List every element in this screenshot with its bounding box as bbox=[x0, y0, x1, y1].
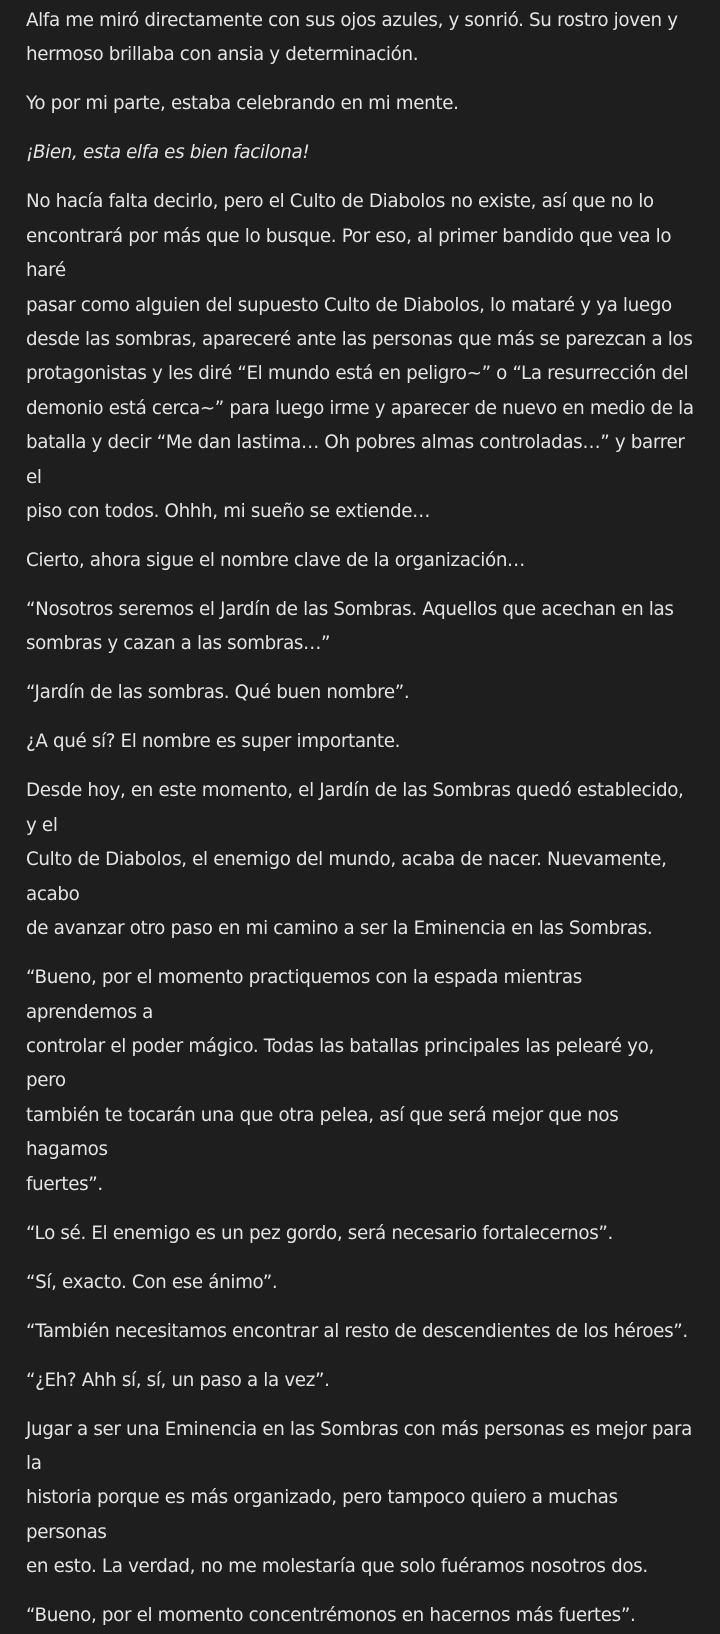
paragraph-15: Jugar a ser una Eminencia en las Sombras con más personas es mejor para la historia porque es más organizado, pero tampoco quiero a muchas personas en esto. La verdad, no me molestaría que solo fuéramos nosotros dos. bbox=[26, 1418, 693, 1578]
paragraph-6: “Nosotros seremos el Jardín de las Sombras. Aquellos que acechan en las sombras y cazan a las sombras…” bbox=[26, 599, 674, 655]
reader-page bbox=[0, 4, 720, 1627]
paragraph-8: ¿A qué sí? El nombre es super importante. bbox=[26, 731, 401, 753]
paragraph-12: “Sí, exacto. Con ese ánimo”. bbox=[26, 1271, 278, 1293]
paragraph-13: “También necesitamos encontrar al resto de descendientes de los héroes”. bbox=[26, 1320, 688, 1342]
paragraph-11: “Lo sé. El enemigo es un pez gordo, será necesario fortalecernos”. bbox=[26, 1222, 613, 1244]
paragraph-5: Cierto, ahora sigue el nombre clave de la organización… bbox=[26, 550, 525, 572]
paragraph-16: “Bueno, por el momento concentrémonos en hacernos más fuertes”. bbox=[26, 1605, 636, 1627]
paragraph-1: Alfa me miró directamente con sus ojos azules, y sonrió. Su rostro joven y hermoso brillaba con ansia y determinación. bbox=[26, 10, 678, 66]
paragraph-9: Desde hoy, en este momento, el Jardín de las Sombras quedó establecido, y el Culto de Diabolos, el enemigo del mundo, acaba de nacer. Nuevamente, acabo de avanzar otro paso en mi camino a ser la Eminencia en las Sombras. bbox=[26, 780, 684, 940]
paragraph-4: No hacía falta decirlo, pero el Culto de Diabolos no existe, así que no lo encontrará por más que lo busque. Por eso, al primer bandido que vea lo haré pasar como alguien del supuesto Culto de Diabolos, lo mataré y ya luego desde las sombras, apareceré ante las personas que más se parezcan a los protagonistas y les diré “El mundo está en peligro~” o “La resurrección del demonio está cerca~” para luego irme y aparecer de nuevo en medio de la batalla y decir “Me dan lastima… Oh pobres almas controladas…” y barrer el piso con todos. Ohhh, mi sueño se extiende… bbox=[26, 191, 694, 523]
paragraph-7: “Jardín de las sombras. Qué buen nombre”. bbox=[26, 682, 410, 704]
paragraph-10: “Bueno, por el momento practiquemos con la espada mientras aprendemos a controlar el poder mágico. Todas las batallas principales las pelearé yo, pero también te tocarán una que otra pelea, así que será mejor que nos hagamos fuertes”. bbox=[26, 967, 654, 1195]
paragraph-2: Yo por mi parte, estaba celebrando en mi mente. bbox=[26, 93, 459, 115]
paragraph-3: ¡Bien, esta elfa es bien facilona! bbox=[26, 142, 310, 164]
paragraph-14: “¿Eh? Ahh sí, sí, un paso a la vez”. bbox=[26, 1369, 330, 1391]
